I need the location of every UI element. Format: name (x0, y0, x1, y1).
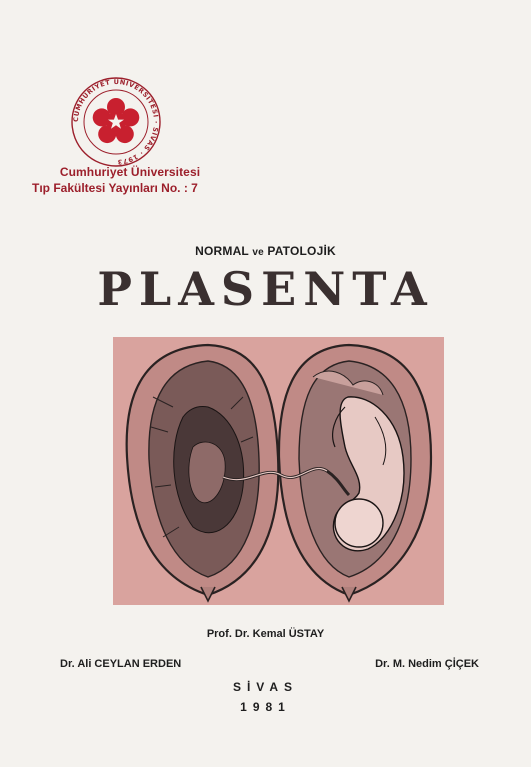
publisher-series: Tıp Fakültesi Yayınları No. : 7 (32, 181, 198, 195)
publisher-university: Cumhuriyet Üniversitesi (59, 165, 201, 179)
book-title: PLASENTA (97, 262, 434, 316)
author-professor: Prof. Dr. Kemal ÜSTAY (206, 628, 325, 640)
book-subtitle (0, 244, 531, 258)
placenta-fetus-illustration-icon (113, 337, 444, 605)
author-coauthor-left: Dr. Ali CEYLAN ERDEN (60, 658, 182, 670)
seal-ring-text: CUMHURIYET ÜNIVERSITESI · SIVAS · 1973 (71, 77, 161, 167)
university-seal-icon (70, 76, 162, 168)
author-coauthor-right: Dr. M. Nedim ÇİÇEK (375, 658, 479, 670)
placenta-illustration (113, 337, 444, 605)
subtitle-patolojik: PATOLOJİK (267, 244, 336, 258)
publication-city: SİVAS (232, 680, 299, 694)
publication-year: 1981 (240, 700, 291, 714)
subtitle-normal: NORMAL (195, 244, 249, 258)
subtitle-ve: ve (252, 247, 264, 258)
